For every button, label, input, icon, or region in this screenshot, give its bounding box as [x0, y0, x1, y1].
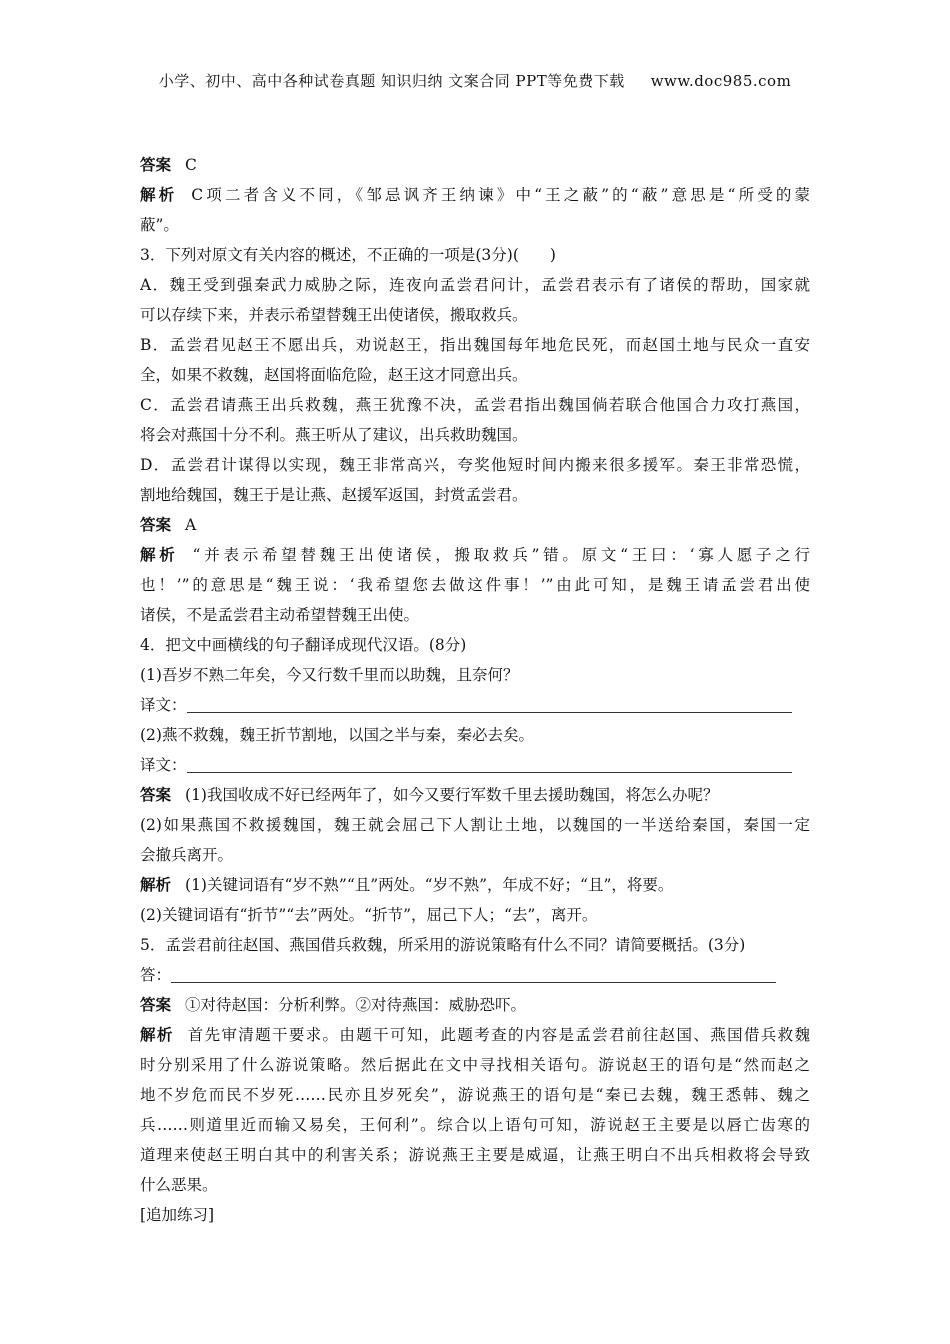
- header-site: www.doc985.com: [650, 72, 792, 90]
- text-line: [140, 1080, 810, 1110]
- line-text: (2)关键词语有“折节”“去”两处。“折节”，屈己下人；“去”，离开。: [140, 906, 598, 924]
- line-text: 3．下列对原文有关内容的概述，不正确的一项是(3分)( ): [140, 246, 556, 264]
- text-line: [140, 480, 810, 510]
- line-text: (1)吾岁不熟二年矣，今又行数千里而以助魏，且奈何？: [140, 666, 519, 684]
- line-text: D．孟尝君计谋得以实现，魏王非常高兴，夸奖他短时间内搬来很多援军。秦王非常恐慌，: [140, 456, 810, 474]
- text-line: [140, 450, 810, 480]
- text-line: [140, 720, 810, 750]
- text-line: [140, 1020, 810, 1050]
- text-line: [140, 630, 810, 660]
- text-line: [140, 900, 810, 930]
- text-line: [140, 660, 810, 690]
- line-text: 兵……则道里近而输又易矣，王何利”。综合以上语句可知，游说赵王主要是以唇亡齿寒的: [140, 1116, 810, 1134]
- line-text: 5．孟尝君前往赵国、燕国借兵救魏，所采用的游说策略有什么不同？请简要概括。(3分): [140, 936, 746, 954]
- text-line: [140, 180, 810, 210]
- text-line: [140, 960, 810, 990]
- line-text: [追加练习]: [140, 1206, 215, 1224]
- text-line: [140, 390, 810, 420]
- header-text: 小学、初中、高中各种试卷真题 知识归纳 文案合同 PPT等免费下载: [158, 72, 625, 90]
- line-text: C: [185, 156, 197, 174]
- line-text: A: [185, 516, 197, 534]
- line-text: (2)如果燕国不救援魏国，魏王就会屈己下人割让土地，以魏国的一半送给秦国，秦国一定: [140, 816, 810, 834]
- line-label: 答案: [140, 995, 172, 1014]
- text-line: [140, 270, 810, 300]
- text-line: [140, 780, 810, 810]
- text-line: [140, 330, 810, 360]
- text-line: [140, 540, 810, 570]
- text-line: [140, 600, 810, 630]
- line-text: 可以存续下来，并表示希望替魏王出使诸侯，搬取救兵。: [140, 306, 528, 324]
- line-text: 割地给魏国，魏王于是让燕、赵援军返国，封赏孟尝君。: [140, 486, 528, 504]
- text-line: [140, 990, 810, 1020]
- line-text: A．魏王受到强秦武力威胁之际，连夜向孟尝君问计，孟尝君表示有了诸侯的帮助，国家就: [140, 276, 810, 294]
- text-line: [140, 690, 810, 720]
- line-text: 将会对燕国十分不利。燕王听从了建议，出兵救助魏国。: [140, 426, 528, 444]
- text-line: [140, 870, 810, 900]
- text-line: [140, 750, 810, 780]
- line-label: 解析: [140, 1025, 174, 1044]
- line-text: 地不岁危而民不岁死……民亦且岁死矣”，游说燕王的语句是“秦已去魏，魏王悉韩、魏之: [140, 1086, 810, 1104]
- text-line: [140, 210, 810, 240]
- line-label: 答案: [140, 155, 172, 174]
- line-text: 答：: [140, 966, 172, 984]
- line-text: 首先审清题干要求。由题干可知，此题考查的内容是孟尝君前往赵国、燕国借兵救魏: [187, 1026, 810, 1044]
- text-line: [140, 1140, 810, 1170]
- line-text: 道理来使赵王明白其中的利害关系；游说燕王主要是威逼，让燕王明白不出兵相救将会导致: [140, 1146, 810, 1164]
- text-line: [140, 1200, 810, 1230]
- line-text: (1)我国收成不好已经两年了，如今又要行军数千里去援助魏国，将怎么办呢？: [185, 786, 719, 804]
- line-text: C．孟尝君请燕王出兵救魏，燕王犹豫不决，孟尝君指出魏国倘若联合他国合力攻打燕国，: [140, 396, 810, 414]
- line-text: 蔽”。: [140, 216, 179, 234]
- line-label: 解析: [140, 875, 172, 894]
- line-text: 全，如果不救魏，赵国将面临危险，赵王这才同意出兵。: [140, 366, 528, 384]
- text-line: [140, 1170, 810, 1200]
- text-line: [140, 840, 810, 870]
- line-text: 诸侯，不是孟尝君主动希望替魏王出使。: [140, 606, 420, 624]
- text-line: [140, 510, 810, 540]
- text-line: [140, 300, 810, 330]
- text-line: [140, 360, 810, 390]
- line-text: (1)关键词语有“岁不熟”“且”两处。“岁不熟”，年成不好；“且”，将要。: [185, 876, 674, 894]
- line-label: 答案: [140, 515, 172, 534]
- document-body: [140, 150, 810, 1230]
- text-line: [140, 420, 810, 450]
- line-text: “并表示希望替魏王出使诸侯，搬取救兵”错。原文“王曰：‘寡人愿子之行: [192, 546, 810, 564]
- text-line: [140, 930, 810, 960]
- answer-blank-line[interactable]: [171, 962, 776, 983]
- page-header: [0, 70, 950, 91]
- line-text: C项二者含义不同，《邹忌讽齐王纳谏》中“王之蔽”的“蔽”意思是“所受的蒙: [191, 186, 810, 204]
- text-line: [140, 810, 810, 840]
- line-text: 时分别采用了什么游说策略。然后据此在文中寻找相关语句。游说赵王的语句是“然而赵之: [140, 1056, 810, 1074]
- line-text: 会撤兵离开。: [140, 846, 234, 864]
- line-label: 解析: [140, 545, 179, 564]
- line-label: 答案: [140, 785, 172, 804]
- line-text: 译文：: [140, 756, 187, 774]
- line-text: 4．把文中画横线的句子翻译成现代汉语。(8分): [140, 636, 467, 654]
- line-text: 译文：: [140, 696, 187, 714]
- line-text: B．孟尝君见赵王不愿出兵，劝说赵王，指出魏国每年地危民死，而赵国土地与民众一直安: [140, 336, 810, 354]
- answer-blank-line[interactable]: [187, 752, 792, 773]
- line-label: 解析: [140, 185, 178, 204]
- text-line: [140, 1050, 810, 1080]
- text-line: [140, 1110, 810, 1140]
- text-line: [140, 570, 810, 600]
- text-line: [140, 240, 810, 270]
- answer-blank-line[interactable]: [187, 692, 792, 713]
- line-text: 也！’”的意思是“魏王说：‘我希望您去做这件事！’”由此可知，是魏王请孟尝君出使: [140, 576, 810, 594]
- line-text: 什么恶果。: [140, 1176, 218, 1194]
- line-text: ①对待赵国：分析利弊。②对待燕国：威胁恐吓。: [185, 996, 527, 1014]
- line-text: (2)燕不救魏，魏王折节割地，以国之半与秦，秦必去矣。: [140, 726, 534, 744]
- text-line: [140, 150, 810, 180]
